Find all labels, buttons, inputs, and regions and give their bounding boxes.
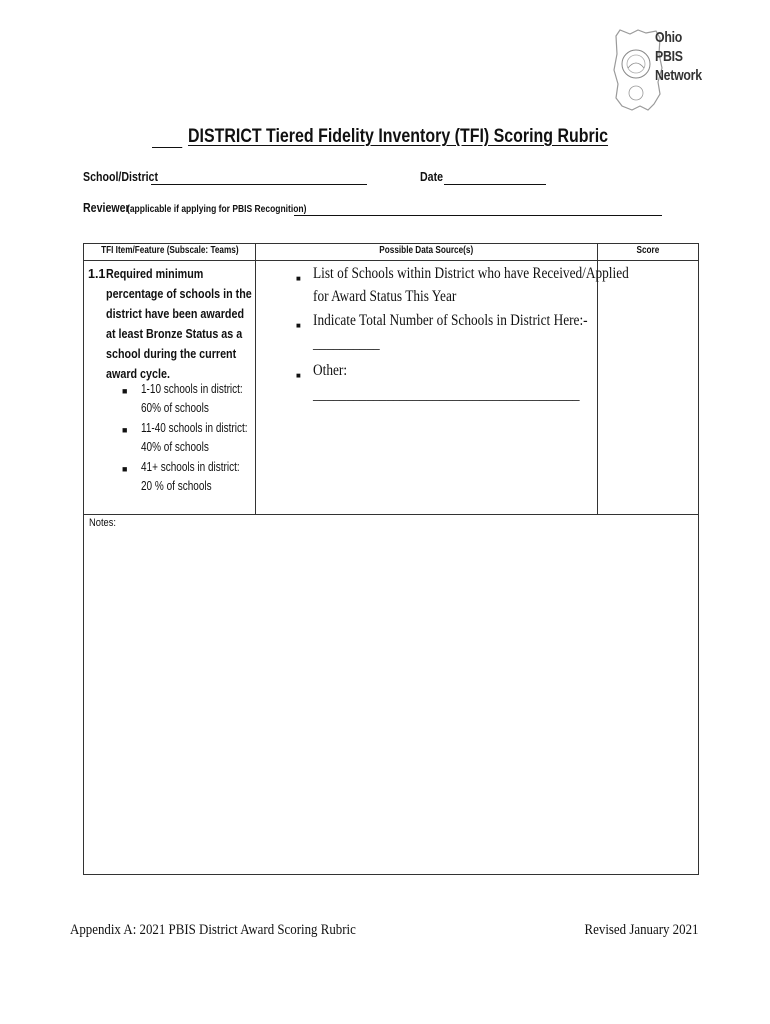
date-field xyxy=(420,170,447,184)
school-district-field xyxy=(83,170,171,184)
notes-label: Notes: xyxy=(89,517,117,529)
bullet-icon: ■ xyxy=(296,371,301,380)
item-number: 1.1 xyxy=(88,267,106,281)
table-notes-divider xyxy=(83,514,699,515)
logo-line-ohio: Ohio xyxy=(655,29,683,46)
reviewer-label: Reviewer xyxy=(83,201,130,215)
school-district-label: School/District xyxy=(83,170,158,184)
school-district-input-line[interactable] xyxy=(151,184,367,185)
header-tfi-item: TFI Item/Feature (Subscale: Teams) xyxy=(101,245,239,256)
notes-area[interactable] xyxy=(84,530,698,874)
table-col-divider-1 xyxy=(255,243,256,514)
reviewer-note: (applicable if applying for PBIS Recognition) xyxy=(127,204,307,215)
bullet-icon: ■ xyxy=(296,274,301,283)
reviewer-input-line[interactable] xyxy=(294,215,662,216)
bullet-icon: ■ xyxy=(296,321,301,330)
item-description: Required minimum percentage of schools in the district have been awarded at least Bronze Status as a school during the current award cycle. xyxy=(106,267,252,381)
title-underline-lead xyxy=(152,128,182,148)
logo-line-network: Network xyxy=(655,67,702,84)
bullet-icon: ■ xyxy=(122,386,128,396)
date-label: Date xyxy=(420,170,444,184)
bullet-icon: ■ xyxy=(122,425,128,435)
date-input-line[interactable] xyxy=(444,184,546,185)
logo-line-pbis: PBIS xyxy=(655,48,683,65)
bullet-icon: ■ xyxy=(122,464,128,474)
logo-wordmark xyxy=(655,28,712,85)
footer-left: Appendix A: 2021 PBIS District Award Scoring Rubric xyxy=(70,922,356,938)
header-score: Score xyxy=(636,245,660,256)
header-data-sources: Possible Data Source(s) xyxy=(379,245,473,256)
footer-right: Revised January 2021 xyxy=(584,922,698,938)
page-title: DISTRICT Tiered Fidelity Inventory (TFI) Scoring Rubric xyxy=(152,126,622,148)
table-header-divider xyxy=(83,260,699,261)
